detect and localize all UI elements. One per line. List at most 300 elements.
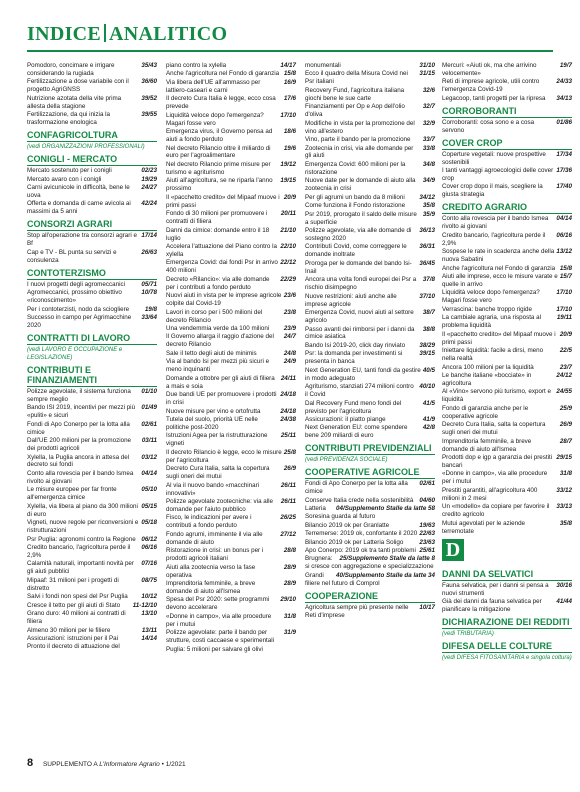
entry-title: Decreto «Rilancio»: via alle domande per i contributi a fondo perduto xyxy=(166,275,270,291)
entry-title: Agromeccanici, prossimo obiettivo «riconoscimento» xyxy=(27,289,122,305)
entry-title: Fauna selvatica, per i danni si pensa a nuovi strumenti xyxy=(442,582,549,598)
entry-title: Agricoltura sempre più presente nelle Reti d'imprese xyxy=(305,603,409,619)
index-entry xyxy=(27,519,157,535)
entry-reference: 23/63 xyxy=(419,538,435,546)
entry-title: Puglia: 5 milioni per salvare gli olivi xyxy=(166,645,263,653)
index-entry xyxy=(166,95,296,111)
entry-reference: 14/14 xyxy=(141,634,157,642)
entry-title: Stop all'operazione tra consorzi agrari e Bf xyxy=(27,232,137,248)
index-entry xyxy=(166,432,296,448)
entry-reference: 19/63 xyxy=(419,521,435,529)
entry-title: Nutrizione azotata della vite prima allesta della stagione xyxy=(27,94,122,110)
entry-reference: 42/24 xyxy=(141,200,157,208)
index-entry xyxy=(166,194,296,210)
index-entry xyxy=(442,454,572,470)
index-entry xyxy=(166,161,296,177)
entry-reference: 13/10 xyxy=(141,610,157,618)
index-entry xyxy=(166,375,296,391)
index-entry xyxy=(442,487,572,503)
entry-reference: 01/49 xyxy=(141,404,157,412)
entry-reference: 35/8 xyxy=(422,202,435,210)
entry-reference: 02/61 xyxy=(141,420,157,428)
entry-reference: 14/17 xyxy=(280,62,296,69)
entry-title: Credito bancario, l'agricoltura perde il 2,9% xyxy=(27,543,131,559)
index-entry xyxy=(166,646,296,654)
entry-title: Ecco il quadro della Misura Covid nei Psr italiani xyxy=(305,70,408,86)
entry-title: Verrascina: banche troppo rigide xyxy=(442,305,532,313)
entry-reference: 27/12 xyxy=(280,530,296,538)
issue-number: • 1/2021 xyxy=(161,761,186,768)
index-entry xyxy=(305,505,435,521)
entry-title: Decreto Cura Italia, salta la copertura sugli oneri dei mutui xyxy=(442,421,546,437)
entry-reference: 21/10 xyxy=(280,226,296,234)
entry-title: I tanti vantaggi agroecologici delle cover crop xyxy=(442,167,554,183)
entry-reference: 40/5 xyxy=(422,366,435,374)
index-entry xyxy=(442,78,572,94)
entry-reference: 17/10 xyxy=(556,305,572,313)
entry-title: Nuovi aiuti in vista per le imprese agricole colpite dal Covid-19 xyxy=(166,292,282,308)
entry-reference: 33/7 xyxy=(422,136,435,144)
section-heading: DICHIARAZIONE DEI REDDITI xyxy=(442,617,572,629)
index-entry xyxy=(305,383,435,399)
index-entry xyxy=(305,400,435,416)
entry-reference: 26/11 xyxy=(280,498,296,506)
letter-marker: D xyxy=(442,539,464,561)
index-entry xyxy=(305,604,435,620)
index-entry xyxy=(27,486,157,502)
entry-reference: 17/34 xyxy=(556,150,572,158)
entry-title: Aiuti alle imprese, ecco le misure varate e quelle in arrivo xyxy=(442,273,558,289)
section-heading: CONTRIBUTI PREVIDENZIALI xyxy=(305,443,435,455)
entry-reference: 24/7 xyxy=(283,333,296,341)
index-entry xyxy=(305,293,435,309)
entry-reference: 19/29 xyxy=(141,175,157,183)
entry-reference: 36/31 xyxy=(419,243,435,251)
index-entry xyxy=(166,596,296,612)
entry-title: Per gli agrumi un bando da 8 milioni xyxy=(305,193,405,201)
entry-reference: 25/8 xyxy=(283,448,296,456)
entry-title: Cover crop dopo il mais, scegliere la giusta strategia xyxy=(442,183,543,199)
index-entry xyxy=(305,480,435,496)
entry-title: Conserve Italia crede nella sostenibilità xyxy=(305,496,414,504)
entry-reference: 33/8 xyxy=(422,144,435,152)
entry-reference: 15/8 xyxy=(559,264,572,272)
entry-reference: 24/8 xyxy=(283,349,296,357)
index-column-1 xyxy=(27,62,157,652)
entry-title: Fondo di garanzia anche per le cooperative agricole xyxy=(442,404,529,420)
entry-title: Credito bancario, l'agricoltura perde il 2,9% xyxy=(442,231,546,247)
index-entry xyxy=(166,145,296,161)
entry-title: Next Generation EU, tanti fondi da gestire in modo adeguato xyxy=(305,366,421,382)
index-entry xyxy=(166,531,296,547)
entry-reference: 17/6 xyxy=(283,95,296,103)
entry-title: Danni da cimice: domande entro il 18 luglio xyxy=(166,226,270,242)
entry-title: Cap e TV - BL punta su servizi e consulenza xyxy=(27,248,117,264)
entry-title: Al «Vino» servono più turismo, export e liquidità xyxy=(442,388,551,404)
entry-title: Reti di imprese agricole, utili contro l'emergenza Covid-19 xyxy=(442,78,540,94)
entry-title: Emergenza Covid, nuovi aiuti al settore agricolo xyxy=(305,309,414,325)
index-entry xyxy=(305,177,435,193)
entry-reference: 24/55 xyxy=(556,388,572,396)
index-entry xyxy=(166,309,296,325)
title-right: ANALITICO xyxy=(109,23,228,45)
entry-reference: 05/15 xyxy=(141,502,157,510)
entry-reference: 13/11 xyxy=(141,626,157,634)
index-entry xyxy=(166,514,296,530)
entry-reference: 29/10 xyxy=(280,596,296,604)
entry-title: Le banche italiane «bocciate» in agricoltura xyxy=(442,372,532,387)
entry-reference: 24/11 xyxy=(280,374,296,382)
index-entry xyxy=(442,405,572,421)
index-entry xyxy=(305,497,435,505)
title-left: INDICE xyxy=(27,23,102,45)
section-heading: CONTOTERZISMO xyxy=(27,268,157,280)
entry-reference: 31/8 xyxy=(283,612,296,620)
index-entry xyxy=(442,421,572,437)
entry-reference: 26/25 xyxy=(280,514,296,522)
entry-title: Emergenza Covid: dai fondi Psr in arrivo 400 milioni xyxy=(166,259,278,275)
index-entry xyxy=(166,547,296,563)
entry-title: Prodotti dop e igp a garanzia dei prestiti bancari xyxy=(442,454,553,469)
entry-title: Nuove date per le domande di aiuto alla zootecnia in crisi xyxy=(305,177,416,193)
entry-title: Zootecnia in crisi, via alle domande per gli aiuti xyxy=(305,144,414,160)
entry-title: Conto alla rovescia per il bando Ismea rivolto ai giovani xyxy=(442,215,549,231)
entry-title: Next Generation EU: come spendere bene 209 miliardi di euro xyxy=(305,424,408,440)
entry-reference: 37/8 xyxy=(422,276,435,284)
entry-title: Polizze agevolate zootecniche: via alle domande per l'aiuto pubblico xyxy=(166,498,274,513)
entry-title: Già dei danni da fauna selvatica per pianificare la mitigazione xyxy=(442,598,542,614)
index-entry xyxy=(442,248,572,264)
index-entry xyxy=(442,232,572,248)
entry-reference: 28/8 xyxy=(283,547,296,555)
index-entry xyxy=(305,350,435,366)
entry-title: Recovery Fund, l'agricoltura italiana giochi bene le sue carte xyxy=(305,86,405,102)
entry-reference: 25/61 xyxy=(419,546,435,554)
entry-title: Tutela del suolo, priorità UE nelle politiche post-2020 xyxy=(166,415,258,431)
index-entry xyxy=(27,643,157,651)
entry-title: Via al bando Isi per mezzi più sicuri e meno inquinanti xyxy=(166,358,270,374)
index-entry xyxy=(27,95,157,111)
entry-title: Imprenditoria femminile, a breve domande di aiuto all'Ismea xyxy=(166,580,256,595)
entry-reference: 03/12 xyxy=(141,453,157,461)
page-footer xyxy=(27,757,186,769)
entry-reference: 26/9 xyxy=(283,465,296,473)
entry-reference: 06/16 xyxy=(141,543,157,551)
entry-reference: 39/55 xyxy=(141,111,157,119)
entry-title: Carni avicunicole in difficoltà, bene le uova xyxy=(27,184,130,199)
index-entry xyxy=(442,306,572,314)
index-entry xyxy=(305,342,435,350)
entry-reference: 24/38 xyxy=(280,415,296,423)
entry-title: Il «pacchetto credito» del Mipaaf muove i primi passi xyxy=(442,330,556,346)
entry-reference: 29/15 xyxy=(556,454,572,462)
index-entry xyxy=(27,200,157,216)
index-entry xyxy=(305,136,435,144)
entry-title: Un «modello» da copiare per favorire il credito agricolo xyxy=(442,503,550,519)
entry-reference: 31/15 xyxy=(419,70,435,78)
entry-title: Bando ISI 2019, incentivi per mezzi più «puliti» e sicuri xyxy=(27,404,136,420)
entry-reference: 32/6 xyxy=(422,86,435,94)
entry-reference: 20/11 xyxy=(280,210,296,218)
index-entry xyxy=(166,416,296,432)
index-entry xyxy=(27,544,157,560)
entry-title: Pronto il decreto di attuazione del xyxy=(27,643,120,651)
index-entry xyxy=(27,111,157,127)
index-entry xyxy=(442,167,572,183)
index-entry xyxy=(305,120,435,136)
entry-title: Il Governo allarga il raggio d'azione del decreto Rilancio xyxy=(166,333,274,349)
entry-reference: 03/11 xyxy=(141,437,157,445)
section-heading: DANNI DA SELVATICI xyxy=(442,569,572,581)
index-entry xyxy=(442,372,572,388)
index-entry xyxy=(27,184,157,200)
index-entry xyxy=(27,421,157,437)
entry-reference: 36/45 xyxy=(419,259,435,267)
index-entry xyxy=(305,62,435,70)
index-entry xyxy=(166,333,296,349)
entry-title: Bilancio 2019 ok per Granlatte xyxy=(305,521,390,529)
entry-title: Il «pacchetto credito» del Mipaaf muove i primi passi xyxy=(166,193,280,209)
entry-reference: 38/7 xyxy=(422,309,435,317)
entry-title: Liquidità veloce dopo l'emergenza? Magari fosse vero xyxy=(442,289,540,305)
entry-reference: 05/18 xyxy=(141,519,157,527)
index-entry xyxy=(166,276,296,292)
section-heading: COVER CROP xyxy=(442,138,572,150)
cross-reference: (vedi LAVORO E OCCUPAZIONE e LEGISLAZIONE) xyxy=(27,346,123,361)
entry-reference: 01/10 xyxy=(141,387,157,395)
entry-reference: 30/16 xyxy=(556,582,572,590)
index-entry xyxy=(166,325,296,333)
section-heading: CREDITO AGRARIO xyxy=(442,202,572,214)
entry-title: Accelera l'attuazione del Piano contro la xylella xyxy=(166,242,277,258)
index-entry xyxy=(166,482,296,498)
index-entry xyxy=(27,536,157,544)
entry-reference: 19/7 xyxy=(559,62,572,69)
entry-reference: 25/11 xyxy=(280,432,296,440)
index-entry xyxy=(27,249,157,265)
entry-title: Dal Recovery Fund meno fondi del previsto per l'agricoltura xyxy=(305,399,402,415)
section-heading: DIFESA DELLE COLTURE xyxy=(442,641,572,653)
index-entry xyxy=(305,547,435,555)
index-entry xyxy=(27,167,157,175)
index-entry xyxy=(305,326,435,342)
index-entry xyxy=(305,530,435,538)
entry-reference: 38/8 xyxy=(422,325,435,333)
entry-reference: 15/8 xyxy=(283,70,296,78)
entry-title: Xylella, la Puglia ancora in attesa del decreto sui fondi xyxy=(27,453,130,469)
index-entry xyxy=(27,577,157,593)
entry-reference: 23/8 xyxy=(283,308,296,316)
index-entry xyxy=(166,580,296,596)
entry-title: Assicurazioni: il piatto piange xyxy=(305,415,386,423)
entry-reference: 16/9 xyxy=(283,78,296,86)
entry-title: Corroboranti: cosa sono e a cosa servono xyxy=(442,118,535,134)
entry-reference: 40/10 xyxy=(419,383,435,391)
index-entry xyxy=(166,391,296,407)
entry-title: Psr 2019, prorogato il saldo delle misure a superficie xyxy=(305,210,417,226)
entry-title: Psr: la domanda per investimenti si presenta in banca xyxy=(305,350,403,366)
index-entry xyxy=(305,161,435,177)
index-entry xyxy=(27,314,157,330)
entry-reference: 31/8 xyxy=(559,470,572,478)
entry-title: Ancora una volta fondi europei dei Psr a rischio disimpegno xyxy=(305,276,417,292)
entry-title: Per i contoterzisti, nodo da sciogliere xyxy=(27,305,130,313)
entry-title: Il decreto Rilancio è legge, ecco le misure per l'agricoltura xyxy=(166,448,282,464)
index-entry xyxy=(27,289,157,305)
entry-title: Una vendemmia verde da 100 milioni xyxy=(166,325,270,332)
index-entry xyxy=(166,227,296,243)
entry-title: Decreto Cura Italia, salta la copertura sugli oneri dei mutui xyxy=(166,465,270,481)
entry-title: Sospese le rate in scadenza anche della nuova Sabatini xyxy=(442,248,555,264)
entry-reference: 11-12/10 xyxy=(132,601,157,609)
cross-reference: (vedi ORGANIZZAZIONI PROFESSIONALI) xyxy=(27,144,145,151)
entry-reference: 34/8 xyxy=(422,160,435,168)
entry-reference: 33/64 xyxy=(141,313,157,321)
entry-reference: 41/44 xyxy=(556,598,572,606)
index-column-4 xyxy=(442,62,572,664)
entry-reference: 34/12 xyxy=(419,193,435,201)
entry-title: Conto alla rovescia per il bando Ismea rivolto ai giovani xyxy=(27,469,134,485)
entry-reference: 10/17 xyxy=(419,603,435,611)
entry-title: Finanziamenti per Op e Aop dell'olio d'oliva xyxy=(305,103,405,119)
index-entry xyxy=(27,610,157,626)
index-entry xyxy=(166,243,296,259)
entry-reference: 10/78 xyxy=(141,289,157,297)
entry-title: Fondi di Apo Conerpo per la lotta alla cimice xyxy=(305,480,408,496)
index-entry xyxy=(27,281,157,289)
entry-title: Emergenza Covid: 600 milioni per la ristorazione xyxy=(305,160,406,176)
entry-reference: 20/9 xyxy=(283,193,296,201)
entry-title: Ancora 100 milioni per la liquidità xyxy=(442,363,534,371)
entry-reference: 22/29 xyxy=(280,275,296,283)
index-entry xyxy=(305,227,435,243)
entry-title: Offerta e domanda di carne avicola ai massimi da 5 anni xyxy=(27,200,131,216)
entry-title: Contributi Covid, come correggere le domande inoltrate xyxy=(305,243,407,259)
index-entry xyxy=(27,593,157,601)
entry-reference: 01/86 xyxy=(556,118,572,126)
entry-title: Ristorazione in crisi: un bonus per i prodotti agricoli italiani xyxy=(166,547,264,563)
entry-title: Imprenditoria femminile, a breve domande di aiuto all'Ismea xyxy=(442,437,532,453)
entry-title: Liquidità veloce dopo l'emergenza? Magari fosse vero xyxy=(166,111,264,127)
entry-reference: 22/12 xyxy=(280,259,296,267)
index-entry xyxy=(442,265,572,273)
entry-title: Modifiche in vista per la promozione del vino all'estero xyxy=(305,119,415,135)
index-entry xyxy=(305,539,435,547)
index-entry xyxy=(27,78,157,94)
entry-reference: 02/61 xyxy=(419,480,435,488)
entry-title: «Donne in campo», via alle procedure per i mutui xyxy=(166,612,272,628)
index-entry xyxy=(27,503,157,519)
entry-reference: 33/12 xyxy=(556,486,572,494)
index-entry xyxy=(27,404,157,420)
index-entry xyxy=(166,564,296,580)
index-entry xyxy=(305,202,435,210)
entry-title: Polizze agevolate: parte il bando per strutture, costi caccaese e sperimentali xyxy=(166,629,275,645)
entry-title: Bilancio 2019 ok per Latteria Soligo xyxy=(305,538,404,546)
entry-reference: 32/7 xyxy=(422,103,435,111)
entry-reference: 06/12 xyxy=(141,535,157,543)
index-entry xyxy=(305,522,435,530)
entry-reference: 24/18 xyxy=(280,407,296,415)
entry-title: Terremerse: 2019 ok, confortante il 2020 xyxy=(305,530,418,538)
index-entry xyxy=(166,79,296,95)
index-entry xyxy=(442,183,572,199)
entry-reference: 05/10 xyxy=(141,486,157,494)
entry-title: Polizze agevolate, via alle domande di sostegno 2020 xyxy=(305,227,412,243)
entry-title: Al via il nuovo bando «macchinari innovativi» xyxy=(166,481,260,497)
entry-title: Fisco, le indicazioni per avere i contributi a fondo perduto xyxy=(166,514,252,530)
entry-title: Latteria Soresina guarda al futuro xyxy=(305,505,376,521)
entry-reference: 08/75 xyxy=(141,576,157,584)
entry-title: I nuovi progetti degli agromeccanici xyxy=(27,280,125,288)
entry-title: Mutui agevolati per le aziende terremotate xyxy=(442,519,526,535)
index-entry xyxy=(442,289,572,305)
index-entry xyxy=(442,347,572,363)
index-entry xyxy=(166,62,296,70)
entry-reference: 05/71 xyxy=(141,280,157,288)
entry-title: Mercato avaro con i conigli xyxy=(27,175,102,183)
index-entry xyxy=(166,408,296,416)
index-column-3 xyxy=(305,62,435,620)
cross-reference: (vedi DIFESA FITOSANITARIA e singola coltura) xyxy=(442,655,572,662)
entry-title: Apo Conerpo: 2019 ok tra tanti problemi xyxy=(305,546,416,554)
entry-reference: 17/10 xyxy=(556,289,572,297)
entry-reference: 17/40 xyxy=(556,183,572,191)
entry-title: Almeno 30 milioni per le filiere xyxy=(27,626,111,634)
entry-title: Successo in campo per Agrimacchine 2020 xyxy=(27,313,132,329)
index-entry xyxy=(442,314,572,330)
entry-title: Via libera dell'UE all'ammasso per lattiero-caseari e carni xyxy=(166,78,261,94)
index-entry xyxy=(442,470,572,486)
index-entry xyxy=(166,259,296,275)
entry-title: Nuove misure per vino e ortofrutta xyxy=(166,407,261,415)
entry-reference: 23/9 xyxy=(283,325,296,332)
section-heading: CONTRIBUTI E FINANZIAMENTI xyxy=(27,365,157,387)
entry-reference: 39/15 xyxy=(419,350,435,358)
entry-reference: 19/15 xyxy=(280,177,296,185)
entry-reference: 41/9 xyxy=(422,415,435,423)
index-entry xyxy=(166,358,296,374)
entry-reference: 13/12 xyxy=(556,248,572,256)
index-entry xyxy=(27,454,157,470)
entry-reference: 17/10 xyxy=(280,111,296,119)
entry-reference: 24/18 xyxy=(280,391,296,399)
entry-title: Due bandi UE per promuovere i prodotti in crisi xyxy=(166,391,277,407)
entry-reference: 18/6 xyxy=(283,128,296,136)
entry-reference: 39/52 xyxy=(141,94,157,102)
entry-title: Legacoop, tanti progetti per la ripresa xyxy=(442,94,546,102)
index-entry xyxy=(27,176,157,184)
entry-title: Pomodoro, concimare e irrigare considerando la rugiada xyxy=(27,62,115,77)
index-entry xyxy=(27,470,157,486)
entry-title: Domande a ottobre per gli aiuti di filiera a mais e soia xyxy=(166,374,275,390)
entry-reference: 22/5 xyxy=(559,347,572,355)
index-entry xyxy=(442,62,572,78)
entry-title: Grandi filiere nel futuro di Comprol xyxy=(305,571,380,587)
index-entry xyxy=(305,309,435,325)
entry-title: Dall'UE 200 milioni per la promozione dei prodotti agricoli xyxy=(27,437,132,453)
entry-title: Anche l'agricoltura nel Fondo di garanzia xyxy=(442,264,556,272)
entry-reference: 17/14 xyxy=(141,232,157,240)
entry-reference: 24/33 xyxy=(556,78,572,86)
entry-title: Calamità naturali, importanti novità per gli aiuti pubblici xyxy=(27,560,134,576)
entry-reference: 19/12 xyxy=(280,160,296,168)
entry-reference: 19/6 xyxy=(283,144,296,152)
index-entry xyxy=(27,306,157,314)
entry-title: La cambiale agraria, una risposta al problema liquidità xyxy=(442,314,542,330)
entry-title: Prestiti garantiti, all'agricoltura 400 milioni in 2 mesi xyxy=(442,486,538,502)
entry-title: Fertilizzazione a dose variabile con il progetto AgriGNSS xyxy=(27,78,129,94)
